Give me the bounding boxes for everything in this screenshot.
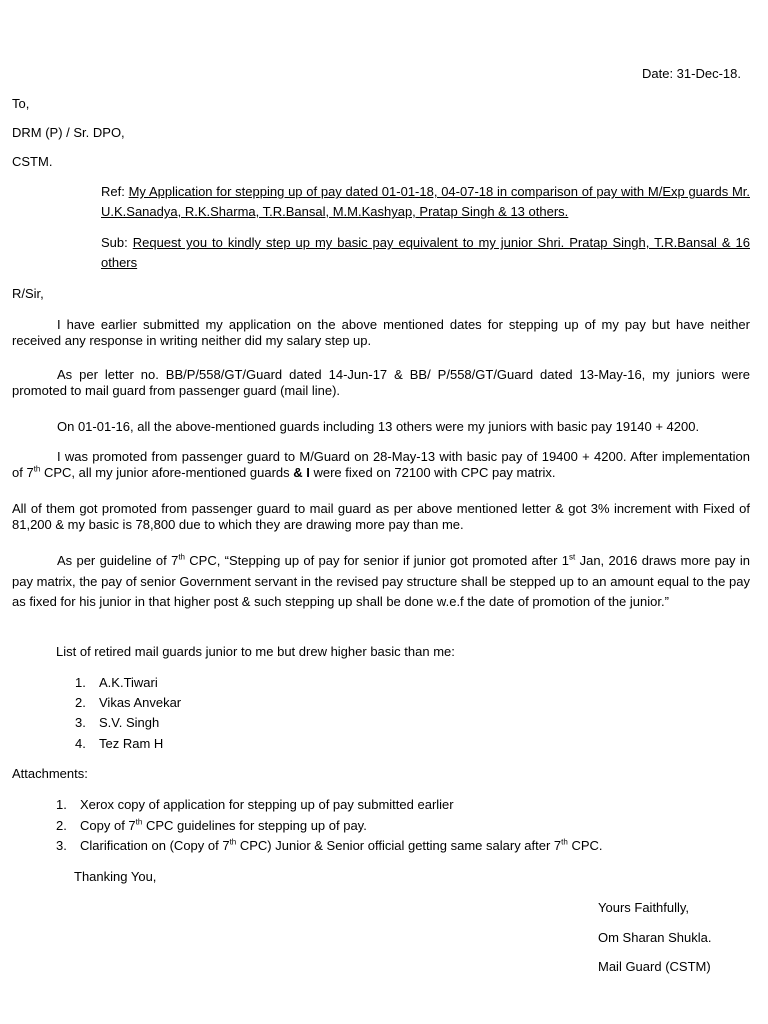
letter-date: Date: 31-Dec-18.: [642, 66, 741, 81]
signature-designation: Mail Guard (CSTM): [598, 959, 711, 974]
address-line-location: CSTM.: [12, 154, 53, 169]
p6-text-b: CPC, “Stepping up of pay for senior if junior got promoted after 1: [184, 553, 570, 568]
junior-list-intro: List of retired mail guards junior to me but drew higher basic than me:: [56, 644, 455, 659]
address-line-to: To,: [12, 96, 30, 111]
paragraph-earlier-application: I have earlier submitted my application on the above mentioned dates for stepping up of my pay but have neither received any response in writing neither did my salary step up.: [12, 317, 750, 348]
p6-text-a: As per guideline of 7: [57, 553, 179, 568]
reference-line: [101, 182, 750, 222]
list-item: 3. S.V. Singh: [75, 715, 160, 730]
paragraph-promotion-letters: As per letter no. BB/P/558/GT/Guard dated 14-Jun-17 & BB/ P/558/GT/Guard dated 13-May-16, my juniors were promoted to mail guard from passenger guard (mail line).: [12, 367, 750, 398]
signature-valediction: Yours Faithfully,: [598, 900, 690, 915]
address-line-recipient: DRM (P) / Sr. DPO,: [12, 125, 125, 140]
p6-text-c: Jan, 2016 draws more pay in pay matrix, the pay of senior Government servant in the revised pay structure shall be stepped up to an amount equal to the pay as fixed for his junior in that higher post & such stepping up shall be done w.e.f the date of promotion of the junior.”: [12, 553, 750, 609]
paragraph-increment: All of them got promoted from passenger guard to mail guard as per above mentioned letter & got 3% increment with Fixed of 81,200 & my basic is 78,800 due to which they are drawing more pay than me.: [12, 501, 750, 532]
closing-line: Thanking You,: [74, 869, 157, 884]
paragraph-basic-pay: On 01-01-16, all the above-mentioned guards including 13 others were my juniors with basic pay 19140 + 4200.: [57, 419, 700, 434]
paragraph-my-promotion: [12, 449, 750, 481]
p4-superscript: th: [33, 464, 41, 474]
signature-name: Om Sharan Shukla.: [598, 930, 712, 945]
p4-text-a: I was promoted from passenger guard to M/Guard on 28-May-13 with basic pay of 19400 + 4200. After implementation of 7: [12, 449, 750, 480]
p6-superscript-2: st: [569, 552, 576, 562]
subject-text: Request you to kindly step up my basic pay equivalent to my junior Shri. Pratap Singh, T.R.Bansal & 16 others: [101, 235, 750, 270]
p4-text-c: were fixed on 72100 with CPC pay matrix.: [309, 465, 556, 480]
reference-text: My Application for stepping up of pay dated 01-01-18, 04-07-18 in comparison of pay with M/Exp guards Mr. U.K.Sanadya, R.K.Sharma, T.R.Bansal, M.M.Kashyap, Pratap Singh & 13 others.: [101, 184, 750, 219]
reference-label: Ref:: [101, 184, 125, 199]
list-item: 1. A.K.Tiwari: [75, 675, 158, 690]
p4-text-b: CPC, all my junior afore-mentioned guards: [40, 465, 294, 480]
salutation: R/Sir,: [12, 286, 44, 301]
p4-bold-text: & I: [293, 465, 310, 480]
subject-line: [101, 233, 750, 273]
list-item: 2. Vikas Anvekar: [75, 695, 182, 710]
attachments-heading: Attachments:: [12, 766, 88, 781]
p6-superscript-1: th: [178, 552, 185, 562]
paragraph-guideline: [12, 551, 750, 613]
attachment-item: 2. Copy of 7th CPC guidelines for stepping up of pay.: [56, 817, 367, 833]
list-item: 4. Tez Ram H: [75, 736, 164, 751]
attachment-item: 1. Xerox copy of application for stepping up of pay submitted earlier: [56, 797, 454, 812]
subject-label: Sub:: [101, 235, 128, 250]
attachment-item: 3. Clarification on (Copy of 7th CPC) Junior & Senior official getting same salary after 7th CPC.: [56, 837, 603, 853]
